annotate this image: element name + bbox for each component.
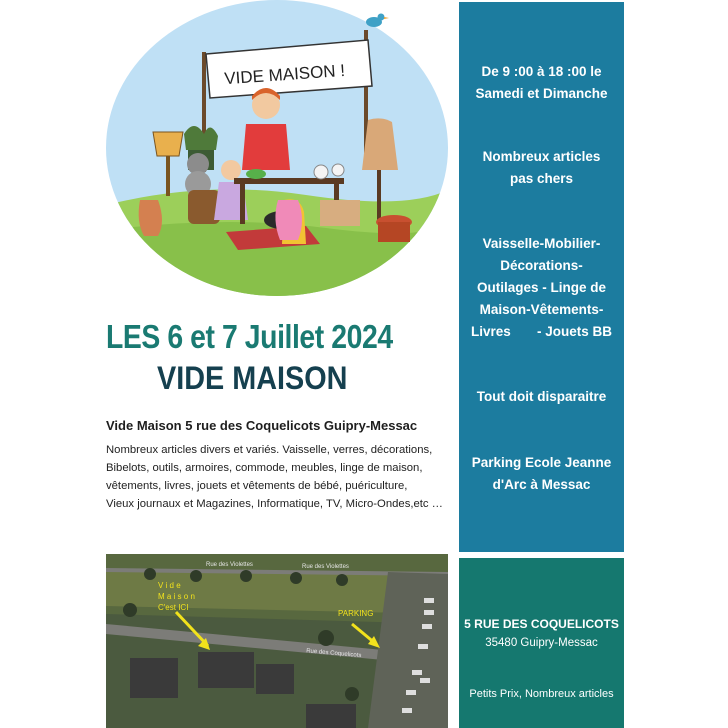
contact-note: Petits Prix, Nombreux articles: [469, 688, 614, 700]
event-dates: LES 6 et 7 Juillet 2024: [106, 318, 393, 355]
description-line: Nombreux articles divers et variés. Vaisselle, verres, décorations,: [106, 444, 433, 456]
event-address: Vide Maison 5 rue des Coquelicots Guipry-Messac: [106, 418, 418, 433]
garage-sale-illustration: [106, 0, 448, 300]
street-label: Rue des Coquelicots: [305, 648, 362, 660]
contact-panel: [459, 558, 624, 728]
event-title: VIDE MAISON: [157, 360, 348, 396]
street-label: Rue des Violettes: [302, 564, 349, 570]
bird-icon: [366, 14, 389, 28]
house-label: C'est ICI: [158, 603, 189, 612]
parking-info: Parking Ecole Jeanne d'Arc à Messac: [471, 455, 612, 492]
sign-text: VIDE MAISON !: [223, 60, 346, 89]
contact-street: 5 RUE DES COQUELICOTS: [464, 617, 619, 631]
description-line: Bibelots, outils, armoires, commode, meubles, linge de maison,: [106, 462, 423, 474]
info-panel: [459, 2, 624, 552]
item-categories: Vaisselle-Mobilier- Décorations- Outilages - Linge de Maison-Vêtements- Livres - Jouets BB: [470, 236, 613, 339]
street-label: Rue des Violettes: [206, 562, 253, 568]
opening-hours: De 9 :00 à 18 :00 le Samedi et Dimanche: [475, 64, 608, 101]
description-line: vêtements, livres, jouets et vêtements de bébé, puériculture,: [106, 480, 408, 492]
parking-label: PARKING: [338, 609, 374, 618]
clearance-note: Tout doit disparaitre: [476, 389, 607, 404]
contact-city: 35480 Guipry-Messac: [485, 637, 598, 649]
location-map: [106, 554, 448, 728]
description-line: Vieux journaux et Magazines, Informatique, TV, Micro-Ondes,etc …: [106, 498, 443, 510]
house-label: V i d e: [158, 581, 181, 590]
price-note: Nombreux articles pas chers: [482, 149, 601, 186]
item-description: [106, 441, 456, 513]
house-label: M a i s o n: [158, 592, 195, 601]
